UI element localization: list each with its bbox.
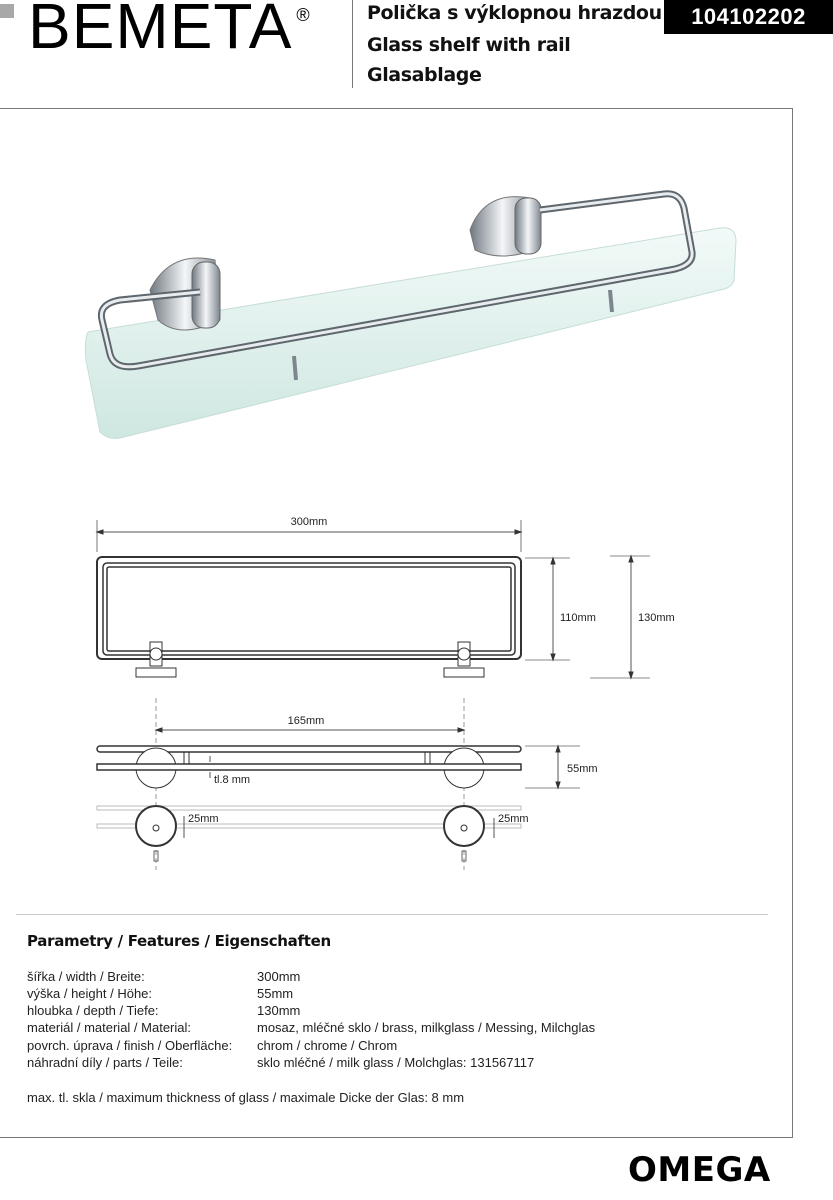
feature-row	[27, 1003, 300, 1018]
feature-value: sklo mléčné / milk glass / Molchglas: 131567117	[257, 1055, 535, 1070]
glass-thickness-note: max. tl. skla / maximum thickness of glass / maximale Dicke der Glas: 8 mm	[27, 1090, 465, 1105]
depth-total-label: 130mm	[638, 612, 675, 624]
feature-key: povrch. úprava / finish / Oberfläche:	[27, 1038, 233, 1053]
feature-row	[27, 1038, 397, 1053]
front-view-glass	[97, 764, 521, 770]
feature-row	[27, 986, 293, 1001]
brand-name: BEMETA	[28, 0, 293, 62]
logo-square	[0, 4, 14, 18]
registered-mark: ®	[296, 5, 311, 25]
feature-value: 55mm	[257, 986, 294, 1001]
features-title: Parametry / Features / Eigenschaften	[27, 932, 331, 950]
depth-inner-label: 110mm	[560, 612, 596, 624]
feature-value: chrom / chrome / Chrom	[257, 1038, 398, 1053]
mount-right-label: 25mm	[498, 813, 529, 825]
title-de: Glasablage	[367, 64, 482, 86]
feature-row	[27, 969, 300, 984]
feature-row	[27, 1055, 534, 1070]
product-photo	[80, 170, 740, 450]
feature-key: materiál / material / Material:	[27, 1020, 191, 1035]
series-name: OMEGA	[628, 1150, 771, 1190]
feature-row	[27, 1020, 595, 1035]
width-label: 300mm	[290, 516, 328, 528]
title-cz: Polička s výklopnou hrazdou	[367, 2, 662, 24]
feature-key: hloubka / depth / Tiefe:	[27, 1003, 159, 1018]
right-mount-plate	[444, 806, 484, 846]
glass-thickness-label: tl.8 mm	[214, 774, 251, 786]
title-en: Glass shelf with rail	[367, 34, 571, 56]
feature-key: šířka / width / Breite:	[27, 969, 145, 984]
product-code: 104102202	[664, 0, 833, 34]
header-divider	[352, 0, 353, 88]
feature-key: výška / height / Höhe:	[27, 986, 153, 1001]
feature-value: 130mm	[257, 1003, 301, 1018]
spacing-label: 165mm	[287, 715, 325, 727]
feature-value: 300mm	[257, 969, 301, 984]
right-wall-mount	[470, 197, 541, 256]
technical-drawing	[80, 500, 680, 890]
left-mount-plate	[136, 806, 176, 846]
glass-shelf	[85, 228, 736, 439]
mount-left-label: 25mm	[188, 813, 219, 825]
brand-logo	[28, 0, 311, 62]
height-label: 55mm	[567, 763, 598, 775]
feature-value: mosaz, mléčné sklo / brass, milkglass / Messing, Milchglas	[257, 1020, 596, 1035]
feature-key: náhradní díly / parts / Teile:	[27, 1055, 183, 1070]
section-separator	[16, 914, 768, 915]
